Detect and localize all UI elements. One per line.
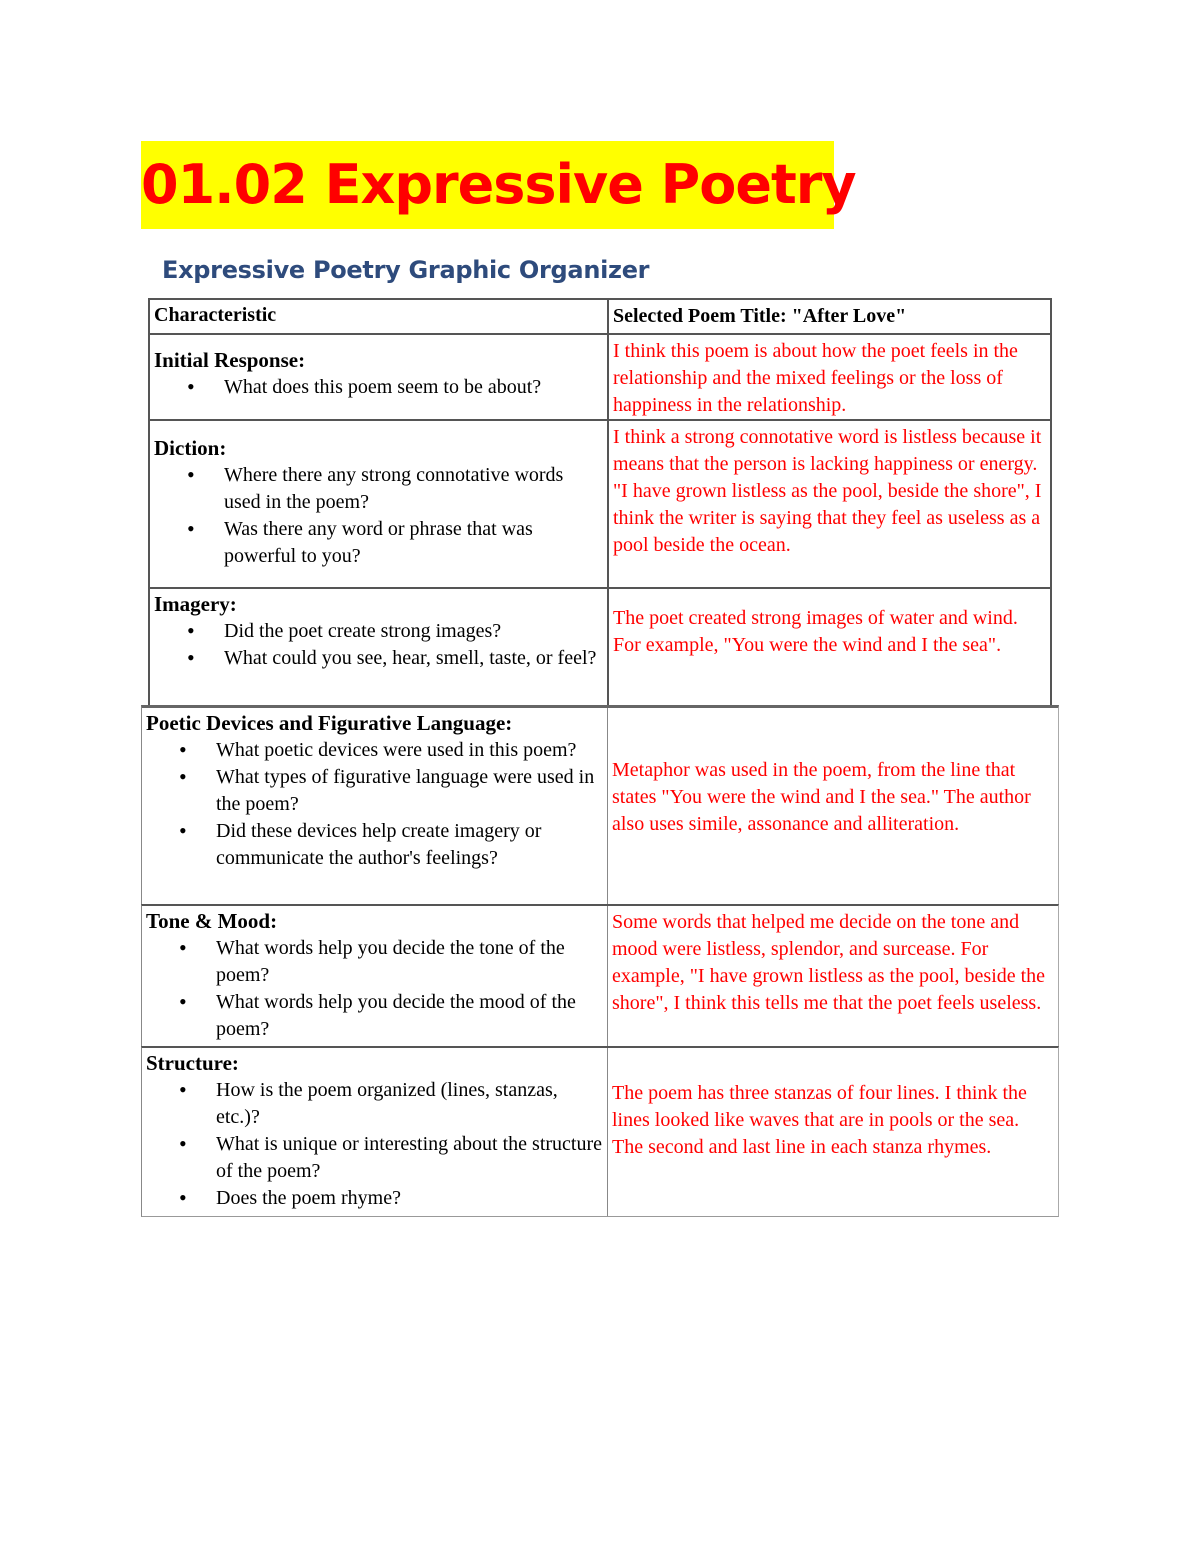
question-item: • Did these devices help create imagery or communicate the author's feelings?	[216, 818, 603, 872]
question-item: • What is unique or interesting about the structure of the poem?	[216, 1131, 603, 1185]
characteristic-cell	[150, 421, 607, 587]
question-item: • What could you see, hear, smell, taste, or feel?	[224, 645, 603, 672]
question-item: • What types of figurative language were used in the poem?	[216, 764, 603, 818]
answer-text: Metaphor was used in the poem, from the line that states "You were the wind and I the sea." The author also uses simile, assonance and alliteration.	[612, 759, 1031, 835]
question-list	[154, 462, 603, 570]
title-highlight	[141, 141, 856, 229]
question-item: • How is the poem organized (lines, stanzas, etc.)?	[216, 1077, 603, 1131]
answer-cell: The poem has three stanzas of four lines. I think the lines looked like waves that are in pools or the sea. The second and last line in each stanza rhymes.	[607, 1048, 1058, 1216]
table-row	[148, 419, 1052, 587]
question-list	[146, 737, 603, 872]
table-row	[141, 1046, 1059, 1217]
answer-cell: I think this poem is about how the poet feels in the relationship and the mixed feelings or the loss of happiness in the relationship.	[607, 335, 1050, 419]
answer-cell	[607, 708, 1058, 904]
category-label: Imagery:	[154, 592, 237, 616]
table-row	[148, 587, 1052, 705]
answer-cell: Some words that helped me decide on the tone and mood were listless, splendor, and surcease. For example, "I have grown listless as the pool, beside the shore", I think this tells me that the poet feels useless.	[607, 906, 1058, 1046]
question-list	[154, 618, 603, 672]
organizer-table	[141, 298, 1059, 1217]
characteristic-cell	[142, 906, 607, 1046]
table-row	[141, 904, 1059, 1046]
category-label: Initial Response:	[154, 348, 306, 372]
category-label: Poetic Devices and Figurative Language:	[146, 711, 513, 735]
header-poem-title: Selected Poem Title: "After Love"	[607, 300, 1050, 333]
answer-cell: I think a strong connotative word is listless because it means that the person is lacking happiness or energy. "I have grown listless as the pool, beside the shore", I think the writer is saying that they feel as useless as a pool beside the ocean.	[607, 421, 1050, 587]
table-row	[148, 333, 1052, 419]
table-header-row	[148, 298, 1052, 333]
question-item: • Where there any strong connotative words used in the poem?	[224, 462, 603, 516]
question-item: • What words help you decide the mood of the poem?	[216, 989, 603, 1043]
characteristic-cell	[150, 335, 607, 419]
question-list	[146, 1077, 603, 1212]
category-label: Diction:	[154, 436, 227, 460]
organizer-subtitle: Expressive Poetry Graphic Organizer	[162, 256, 650, 284]
question-item: • Was there any word or phrase that was powerful to you?	[224, 516, 603, 570]
characteristic-cell	[150, 589, 607, 705]
category-label: Structure:	[146, 1051, 239, 1075]
characteristic-cell	[142, 1048, 607, 1216]
answer-cell: The poet created strong images of water and wind. For example, "You were the wind and I the sea".	[607, 589, 1050, 705]
question-list	[154, 374, 603, 401]
table-row	[141, 705, 1059, 904]
question-item: • Did the poet create strong images?	[224, 618, 603, 645]
category-label: Tone & Mood:	[146, 909, 278, 933]
question-item: • What does this poem seem to be about?	[224, 374, 603, 401]
characteristic-cell	[142, 708, 607, 904]
question-list	[146, 935, 603, 1043]
question-item: • What words help you decide the tone of the poem?	[216, 935, 603, 989]
page-title: 01.02 Expressive Poetry	[141, 153, 856, 216]
question-item: • Does the poem rhyme?	[216, 1185, 603, 1212]
question-item: • What poetic devices were used in this poem?	[216, 737, 603, 764]
header-characteristic: Characteristic	[154, 304, 277, 326]
